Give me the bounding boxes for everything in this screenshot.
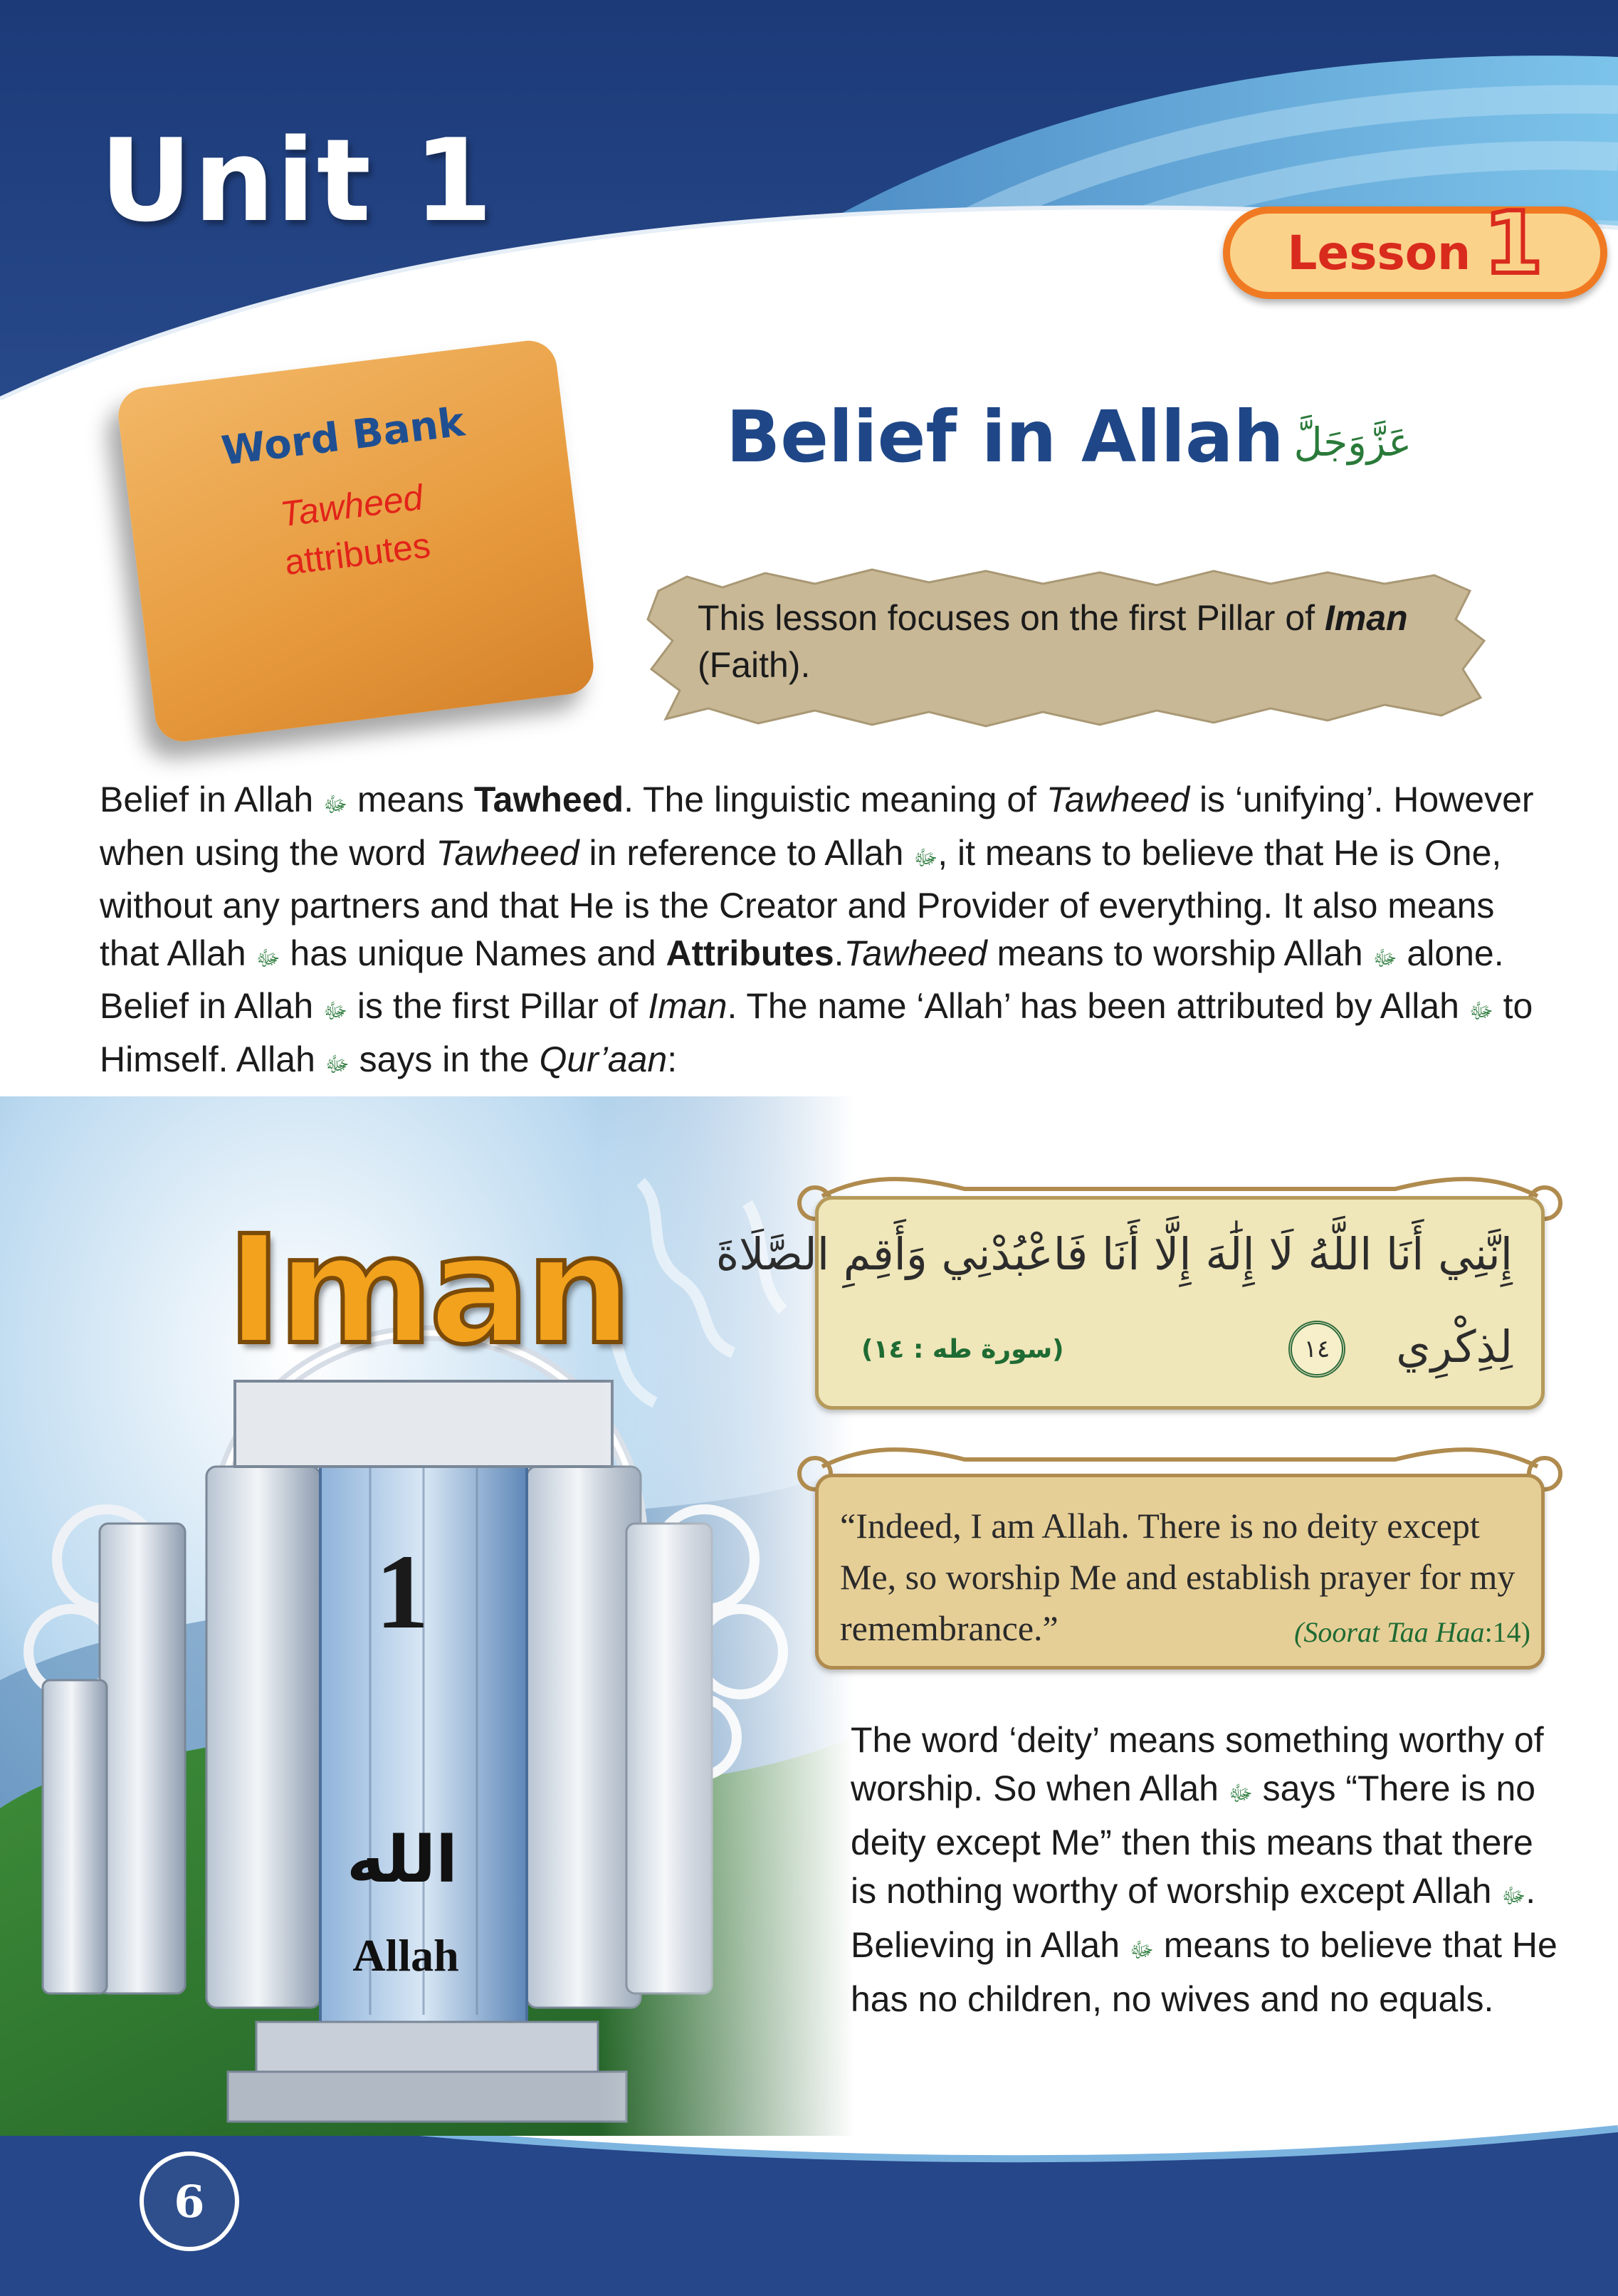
focus-text [698,594,1445,688]
honorific-icon: ﷻ [323,793,347,817]
lesson-badge [1223,194,1607,299]
iman-banner: Iman [226,1203,629,1378]
focus-term: Iman [1324,598,1408,638]
deity-explanation [851,1716,1562,2023]
honorific-icon: ﷻ [1501,1884,1526,1908]
ayah-number-marker: ١٤ [1288,1321,1345,1378]
arabic-verse-line: إِنَّنِي أَنَا اللَّهُ لَا إِلَٰهَ إِلَّا أَنَا فَاعْبُدْنِي وَأَقِمِ الصَّلَاةَ [715,1228,1513,1280]
quran-verse-panel [715,1196,1545,1410]
page-number: 6 [140,2151,239,2251]
pillar-caption: Allah [352,1930,459,1981]
arabic-verse-line: لِذِكْرِي [1396,1321,1513,1373]
lesson-label: Lesson [1287,225,1471,281]
honorific-icon: ﷻ [256,946,280,970]
paragraph: The word ‘deity’ means something worthy of worship. So when Allah ﷻ says “There is no deity except Me” then this means that there is nothing worthy of worship except Allah ﷻ. Believing in Allah ﷻ means to believe that He has no children, no wives and no equals. [851,1720,1557,2019]
paragraph: Belief in Allah ﷻ is the first Pillar of Iman. The name ‘Allah’ has been attributed by Allah ﷻ to Himself. Allah ﷻ says in the Qur’aan: [100,986,1533,1079]
pillar-arabic-text: الله [347,1823,458,1897]
unit-title: Unit 1 [100,114,495,247]
pillar-number: 1 [375,1533,429,1651]
verse-source [1294,1607,1530,1658]
word-bank-title: Word Bank [219,399,468,475]
verse-source-name: (Soorat Taa Haa [1294,1616,1485,1648]
word-bank-card [115,337,597,745]
translation-text [840,1500,1530,1658]
lesson-number: 1 [1483,194,1543,293]
paragraph: Belief in Allah ﷻ means Tawheed. The linguistic meaning of Tawheed is ‘unifying’. However when using the word Tawheed in reference to Allah ﷻ, it means to believe that He is One, without any partners and that He is the Creator and Provider of everything. It also means that Allah ﷻ has unique Names and Attributes.Tawheed means to worship Allah ﷻ alone. [100,780,1534,973]
honorific-icon: ﷻ [1469,1000,1493,1023]
focus-banner [644,562,1498,733]
word-bank-word: attributes [282,525,433,583]
honorific-icon: ﷻ [1228,1782,1253,1805]
page-title [726,395,1412,478]
honorific-icon: ﷻ [913,846,938,870]
honorific-icon: ﷻ [1129,1939,1154,1962]
translation-panel [815,1474,1545,1669]
focus-text-part: This lesson focuses on the first Pillar of [698,598,1325,638]
verse-source-number: :14) [1484,1616,1530,1648]
honorific-icon: ﷻ [325,1052,350,1076]
surah-reference: (سورة طه : ١٤) [861,1335,1064,1364]
word-bank-word: Tawheed [278,477,426,535]
translation-quote: “Indeed, I am Allah. There is no deity except Me, so worship Me and establish prayer for my remembrance.” [840,1506,1515,1648]
honorific-text: عَزَّوَجَلَّ [1293,419,1412,465]
focus-text-part: (Faith). [698,645,811,685]
honorific-icon: ﷻ [323,1000,347,1023]
page-title-text: Belief in Allah [726,395,1284,478]
honorific-icon: ﷻ [1372,946,1397,970]
intro-paragraph [100,776,1545,1089]
